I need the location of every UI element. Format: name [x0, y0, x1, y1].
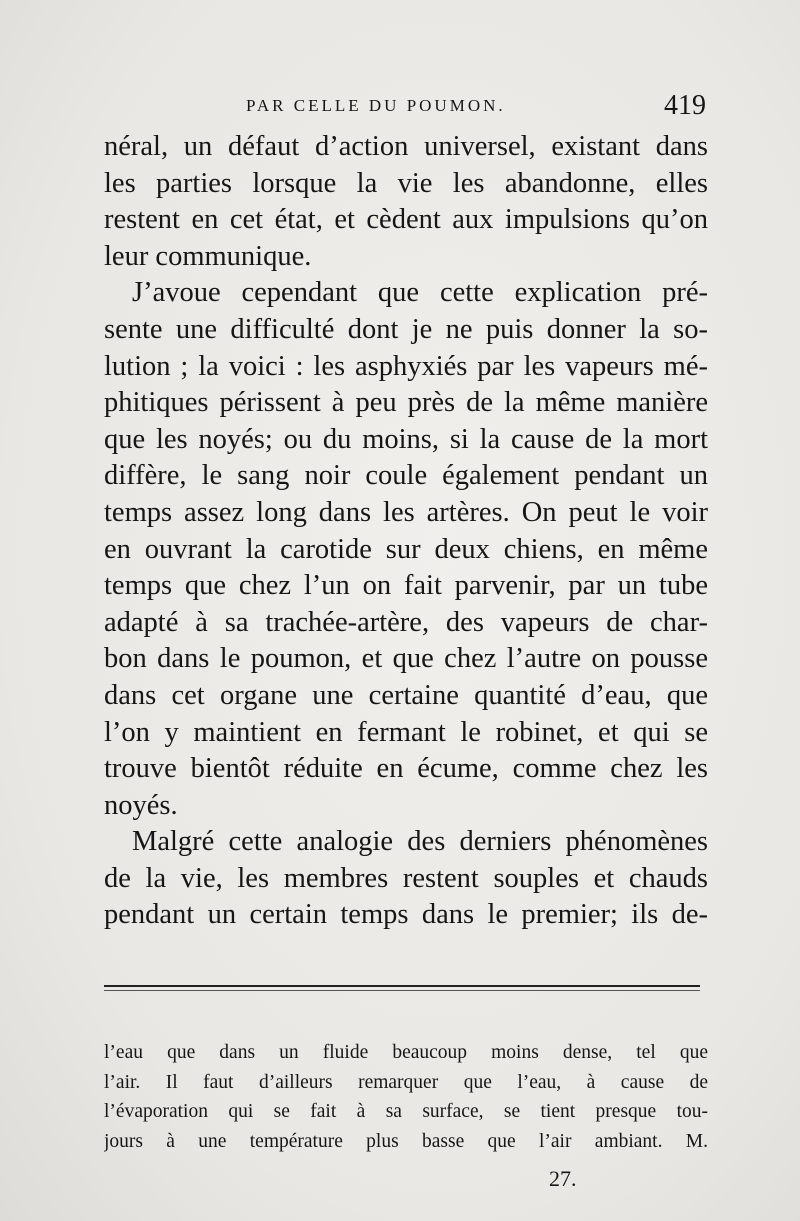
footnote-rule-thin: [104, 990, 700, 991]
footnote-line: l’air. Il faut d’ailleurs remarquer que l’eau, à cause de: [104, 1071, 708, 1093]
running-head: [246, 90, 706, 130]
body-line: en ouvrant la carotide sur deux chiens, en même: [104, 533, 708, 565]
body-line: diffère, le sang noir coule également pendant un: [104, 460, 708, 492]
body-line: adapté à sa trachée-artère, des vapeurs de char-: [104, 606, 708, 638]
running-title: PAR CELLE DU POUMON.: [246, 96, 506, 115]
footnote-line: l’eau que dans un fluide beaucoup moins dense, tel que: [104, 1042, 708, 1063]
paragraph-start-line: Malgré cette analogie des derniers phénomènes: [132, 826, 708, 858]
body-text: [104, 129, 708, 934]
body-line: restent en cet état, et cèdent aux impulsions qu’on: [104, 204, 708, 236]
body-line: l’on y maintient en fermant le robinet, et qui se: [104, 716, 708, 748]
paragraph-start-line: J’avoue cependant que cette explication pré-: [132, 277, 708, 309]
body-line: phitiques périssent à peu près de la même manière: [104, 387, 708, 419]
footnote-rule: [104, 985, 700, 987]
footnote-line: l’évaporation qui se fait à sa surface, se tient presque tou-: [104, 1101, 708, 1122]
footnote: [104, 1038, 708, 1156]
body-line: de la vie, les membres restent souples et chauds: [104, 862, 708, 894]
body-line: pendant un certain temps dans le premier; ils de-: [104, 899, 708, 931]
body-line: temps que chez l’un on fait parvenir, par un tube: [104, 570, 708, 602]
body-line: néral, un défaut d’action universel, existant dans: [104, 131, 708, 162]
body-line: noyés.: [104, 789, 178, 821]
body-line: sente une difficulté dont je ne puis donner la so-: [104, 313, 708, 345]
body-line: temps assez long dans les artères. On peut le voir: [104, 496, 708, 528]
body-line: dans cet organe une certaine quantité d’eau, que: [104, 679, 708, 711]
body-line: que les noyés; ou du moins, si la cause de la mort: [104, 423, 708, 455]
page-number: 419: [664, 90, 706, 121]
body-line: trouve bientôt réduite en écume, comme chez les: [104, 753, 708, 785]
footnote-line: jours à une température plus basse que l’air ambiant. M.: [104, 1130, 708, 1152]
body-line: lution ; la voici : les asphyxiés par les vapeurs mé-: [104, 350, 708, 382]
signature-mark: 27.: [549, 1166, 577, 1191]
body-line: leur communique.: [104, 240, 312, 272]
body-line: les parties lorsque la vie les abandonne, elles: [104, 167, 708, 199]
body-line: bon dans le poumon, et que chez l’autre on pousse: [104, 643, 708, 675]
